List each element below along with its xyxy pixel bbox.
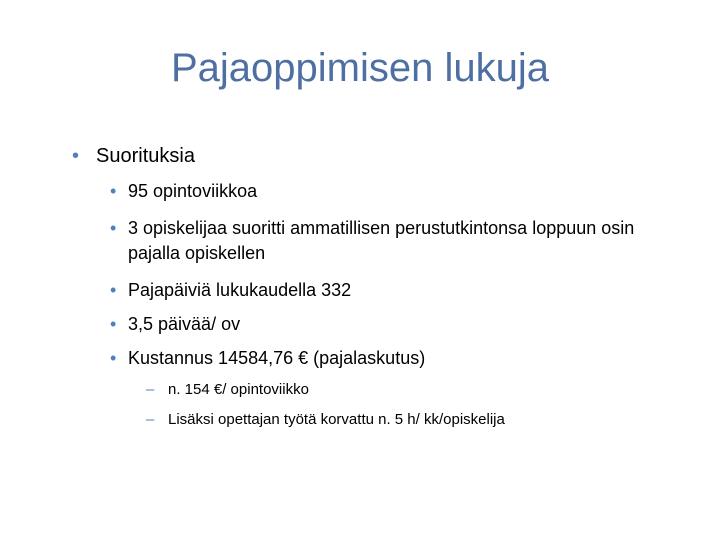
bullet-dot-icon: • (110, 181, 117, 201)
bullet-level3-item (146, 410, 505, 430)
bullet-text: Lisäksi opettajan työtä korvattu n. 5 h/ kk/opiskelija (168, 411, 505, 428)
bullet-text: 3 opiskelijaa suoritti ammatillisen perustutkintonsa loppuun osin pajalla opiskellen (128, 218, 635, 263)
bullet-dot-icon: • (110, 218, 117, 238)
slide-title: Pajaoppimisen lukuja (170, 46, 549, 90)
bullet-level2-item (110, 346, 648, 371)
bullet-level2-item (110, 179, 648, 204)
bullet-text: Suorituksia (96, 145, 195, 167)
dash-icon: – (146, 381, 155, 398)
bullet-level2-item (110, 278, 648, 303)
bullet-text: Pajapäiviä lukukaudella 332 (128, 280, 352, 300)
bullet-dot-icon: • (72, 145, 80, 167)
bullet-level3-item (146, 380, 309, 400)
bullet-level1 (72, 143, 195, 169)
bullet-dot-icon: • (110, 348, 117, 368)
bullet-level2-item (110, 312, 648, 337)
bullet-text: 95 opintoviikkoa (128, 181, 258, 201)
dash-icon: – (146, 411, 155, 428)
bullet-text: n. 154 €/ opintoviikko (168, 381, 309, 398)
bullet-text: 3,5 päivää/ ov (128, 314, 241, 334)
bullet-dot-icon: • (110, 314, 117, 334)
bullet-dot-icon: • (110, 280, 117, 300)
bullet-level2-item (110, 216, 648, 266)
bullet-text: Kustannus 14584,76 € (pajalaskutus) (128, 348, 426, 368)
